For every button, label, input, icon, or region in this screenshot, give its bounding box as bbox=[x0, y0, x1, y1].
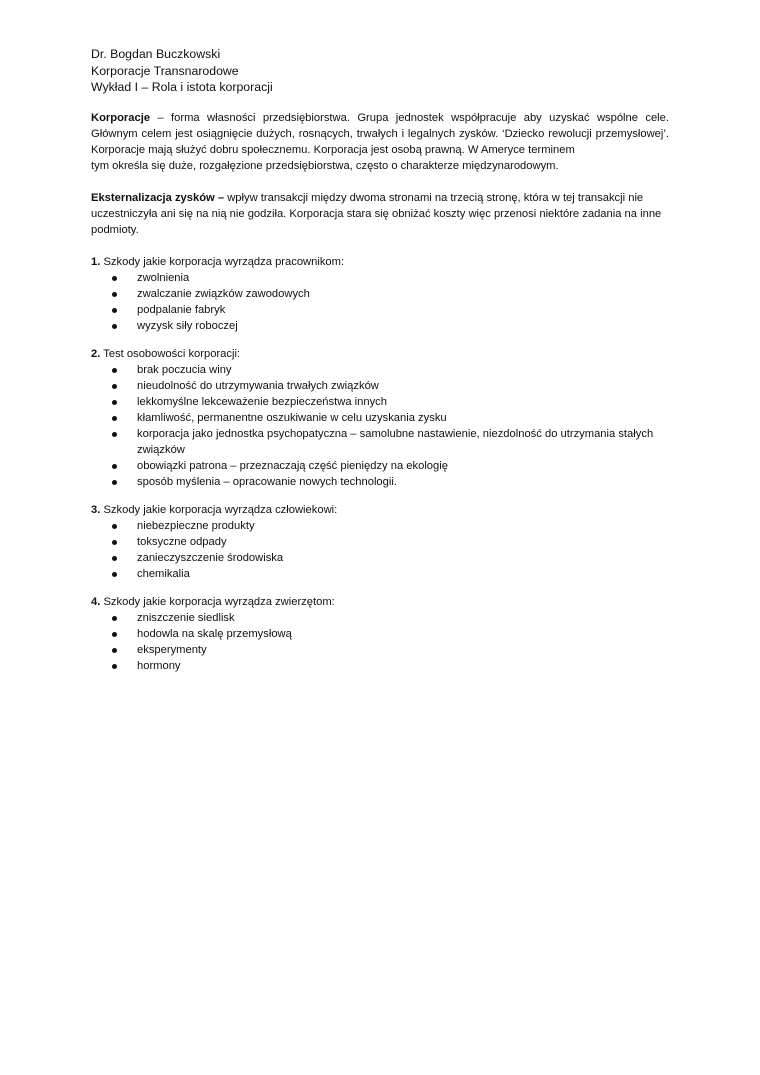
bullet-icon bbox=[112, 276, 117, 281]
list-item: hodowla na skalę przemysłową bbox=[91, 626, 669, 642]
section-title: 3. Szkody jakie korporacja wyrządza człowiekowi: bbox=[91, 503, 338, 516]
bullet-icon bbox=[112, 556, 117, 561]
bullet-icon bbox=[112, 416, 117, 421]
definition-korporacje bbox=[91, 110, 669, 158]
bullet-icon bbox=[112, 540, 117, 545]
section-1 bbox=[91, 254, 669, 334]
section-number: 4. bbox=[91, 595, 101, 608]
bullet-icon bbox=[112, 400, 117, 405]
bullet-icon bbox=[112, 292, 117, 297]
list-item: brak poczucia winy bbox=[91, 362, 669, 378]
section-2 bbox=[91, 346, 669, 490]
definition-korporacje-text: – forma własności przedsiębiorstwa. Grupa jednostek współpracuje aby uzyskać wspólne cele. Głównym celem jest osiągnięcie dużych, rosnących, trwałych i legalnych zysków. ‘Dziecko rewolucji przemysłowej’. Korporacje mają służyć dobru społecznemu. Korporacja jest osobą prawną. W Ameryce terminem bbox=[91, 111, 669, 156]
list-item: korporacja jako jednostka psychopatyczna – samolubne nastawienie, niezdolność do utrzymania stałych związków bbox=[91, 426, 669, 458]
section-title: 1. Szkody jakie korporacja wyrządza pracownikom: bbox=[91, 255, 345, 268]
list-item: toksyczne odpady bbox=[91, 534, 669, 550]
list-item: hormony bbox=[91, 658, 669, 674]
bullet-icon bbox=[112, 432, 117, 437]
section-title: 2. Test osobowości korporacji: bbox=[91, 347, 241, 360]
list-item: chemikalia bbox=[91, 566, 669, 582]
definition-eksternalizacja-text: wpływ transakcji między dwoma stronami na trzecią stronę, która w tej transakcji nie uczestniczyła ani się na nią nie godziła. Korporacja stara się obniżać koszty więc przenosi niektóre zadania na inne podmioty. bbox=[91, 191, 662, 236]
bullet-icon bbox=[112, 632, 117, 637]
bullet-icon bbox=[112, 324, 117, 329]
section-number: 2. bbox=[91, 347, 101, 360]
bullet-icon bbox=[112, 384, 117, 389]
course-title: Korporacje Transnarodowe bbox=[91, 63, 239, 78]
section-number: 1. bbox=[91, 255, 101, 268]
bullet-list bbox=[91, 610, 669, 674]
list-item: sposób myślenia – opracowanie nowych technologii. bbox=[91, 474, 669, 490]
bullet-icon bbox=[112, 368, 117, 373]
document-body bbox=[91, 46, 669, 674]
list-item: nieudolność do utrzymywania trwałych związków bbox=[91, 378, 669, 394]
bullet-icon bbox=[112, 664, 117, 669]
section-4 bbox=[91, 594, 669, 674]
section-3 bbox=[91, 502, 669, 582]
list-item: zniszczenie siedlisk bbox=[91, 610, 669, 626]
bullet-icon bbox=[112, 464, 117, 469]
list-item: podpalanie fabryk bbox=[91, 302, 669, 318]
definition-eksternalizacja bbox=[91, 190, 669, 238]
bullet-icon bbox=[112, 308, 117, 313]
list-item: zwolnienia bbox=[91, 270, 669, 286]
list-item: zanieczyszczenie środowiska bbox=[91, 550, 669, 566]
list-item: obowiązki patrona – przeznaczają część pieniędzy na ekologię bbox=[91, 458, 669, 474]
list-item: wyzysk siły roboczej bbox=[91, 318, 669, 334]
section-number: 3. bbox=[91, 503, 101, 516]
bullet-icon bbox=[112, 480, 117, 485]
bullet-list bbox=[91, 270, 669, 334]
list-item: zwalczanie związków zawodowych bbox=[91, 286, 669, 302]
bullet-icon bbox=[112, 616, 117, 621]
bullet-list bbox=[91, 362, 669, 490]
lecture-title: Wykład I – Rola i istota korporacji bbox=[91, 80, 273, 94]
list-item: kłamliwość, permanentne oszukiwanie w celu uzyskania zysku bbox=[91, 410, 669, 426]
bullet-icon bbox=[112, 524, 117, 529]
list-item: niebezpieczne produkty bbox=[91, 518, 669, 534]
list-item: eksperymenty bbox=[91, 642, 669, 658]
term-korporacje: Korporacje bbox=[91, 111, 151, 124]
term-eksternalizacja: Eksternalizacja zysków – bbox=[91, 191, 225, 204]
definition-korporacje-last-line: tym określa się duże, rozgałęzione przedsiębiorstwa, często o charakterze międzynarodowym. bbox=[91, 159, 559, 172]
section-title: 4. Szkody jakie korporacja wyrządza zwierzętom: bbox=[91, 595, 335, 608]
bullet-icon bbox=[112, 572, 117, 577]
list-item: lekkomyślne lekceważenie bezpieczeństwa innych bbox=[91, 394, 669, 410]
bullet-list bbox=[91, 518, 669, 582]
bullet-icon bbox=[112, 648, 117, 653]
author-name: Dr. Bogdan Buczkowski bbox=[91, 47, 221, 61]
